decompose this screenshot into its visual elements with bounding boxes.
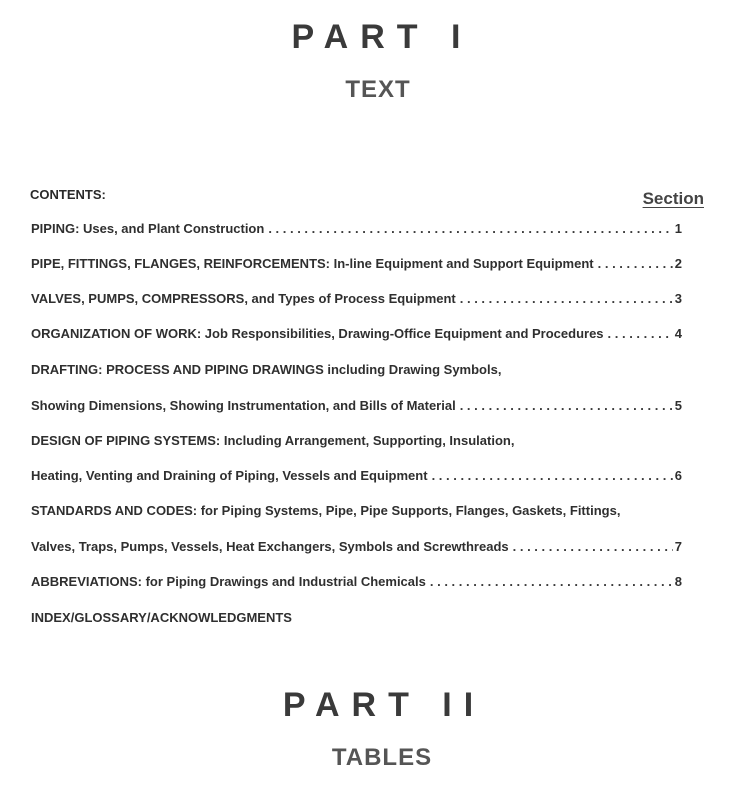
toc-entry-index: INDEX/GLOSSARY/ACKNOWLEDGMENTS: [31, 610, 292, 625]
toc-entry-organization: [31, 326, 682, 341]
toc-section-number: 6: [674, 468, 682, 483]
section-column-header: Section: [642, 189, 704, 208]
toc-entry-text: Valves, Traps, Pumps, Vessels, Heat Exchangers, Symbols and Screwthreads: [31, 539, 509, 554]
toc-entry-valves: [31, 291, 682, 306]
part-two-subtitle: TABLES: [331, 744, 433, 771]
toc-entry-design: [31, 468, 682, 483]
toc-entry-pipe-fittings: [31, 256, 682, 271]
toc-section-number: 3: [674, 291, 682, 306]
dot-leader: [268, 221, 672, 236]
toc-entry-text: VALVES, PUMPS, COMPRESSORS, and Types of Process Equipment: [31, 291, 456, 306]
dot-leader: [608, 326, 673, 341]
toc-entry-text: PIPING: Uses, and Plant Construction: [31, 221, 265, 236]
toc-entry-text: ORGANIZATION OF WORK: Job Responsibilities, Drawing-Office Equipment and Procedures: [31, 326, 604, 341]
dot-leader: [460, 398, 673, 413]
toc-entry-standards-line1: STANDARDS AND CODES: for Piping Systems, Pipe, Pipe Supports, Flanges, Gaskets, Fittings,: [31, 503, 621, 518]
toc-entry-piping: [31, 221, 682, 236]
toc-section-number: 1: [674, 221, 682, 236]
toc-section-number: 4: [674, 326, 682, 341]
dot-leader: [460, 291, 673, 306]
toc-section-number: 2: [674, 256, 682, 271]
toc-section-number: 5: [674, 398, 682, 413]
toc-entry-text: Heating, Venting and Draining of Piping, Vessels and Equipment: [31, 468, 428, 483]
dot-leader: [598, 256, 673, 271]
toc-section-number: 8: [674, 574, 682, 589]
contents-heading: CONTENTS:: [30, 187, 106, 202]
toc-section-number: 7: [674, 539, 682, 554]
dot-leader: [432, 468, 673, 483]
toc-entry-standards: [31, 539, 682, 554]
dot-leader: [430, 574, 673, 589]
toc-entry-design-line1: DESIGN OF PIPING SYSTEMS: Including Arrangement, Supporting, Insulation,: [31, 433, 515, 448]
dot-leader: [513, 539, 673, 554]
part-one-subtitle: TEXT: [345, 76, 411, 103]
toc-entry-drafting-line1: DRAFTING: PROCESS AND PIPING DRAWINGS including Drawing Symbols,: [31, 362, 502, 377]
part-two-title: PART II: [282, 686, 486, 724]
toc-entry-text: ABBREVIATIONS: for Piping Drawings and Industrial Chemicals: [31, 574, 426, 589]
toc-entry-abbreviations: [31, 574, 682, 589]
toc-entry-drafting: [31, 398, 682, 413]
toc-entry-text: Showing Dimensions, Showing Instrumentation, and Bills of Material: [31, 398, 456, 413]
toc-entry-text: PIPE, FITTINGS, FLANGES, REINFORCEMENTS: In-line Equipment and Support Equipment: [31, 256, 594, 271]
part-one-title: PART I: [291, 18, 473, 56]
